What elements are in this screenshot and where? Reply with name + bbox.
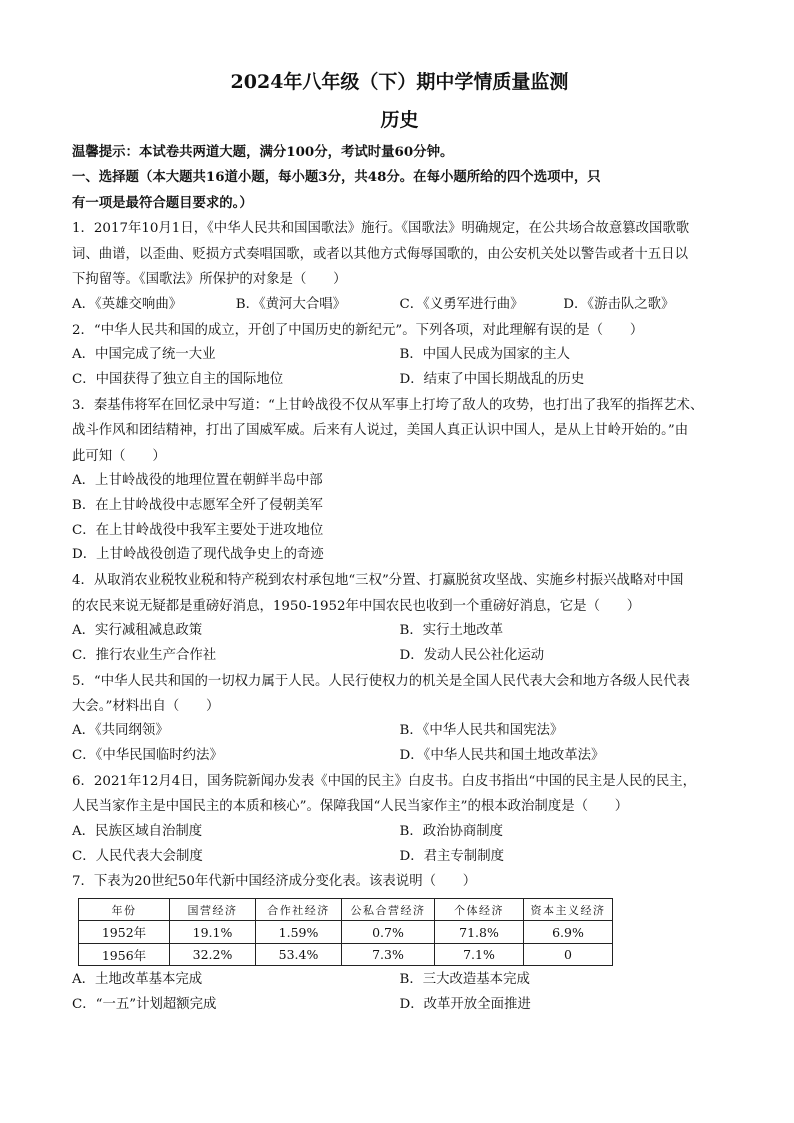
option-c[interactable]: C．人民代表大会制度 (72, 848, 203, 864)
table-cell: 0 (524, 943, 613, 966)
option-a[interactable]: A．《英雄交响曲》 (72, 297, 183, 313)
table-header-cell: 公私合营经济 (342, 898, 435, 921)
table-cell: 53.4% (256, 943, 342, 966)
table-cell: 0.7% (342, 921, 435, 944)
subject-title: 历史 (380, 109, 419, 131)
question-stem-line: 1．2017年10月1日，《中华人民共和国国歌法》施行。《国歌法》明确规定，在公共场合故意篡改国歌歌 (72, 221, 690, 237)
options-row (72, 820, 727, 845)
option-d[interactable]: D．发动人民公社化运动 (399, 647, 545, 663)
exam-title: 2024年八年级（下）期中学情质量监测 (230, 71, 569, 93)
table-header-cell: 年份 (79, 898, 170, 921)
section-heading-line: 一、选择题（本大题共16道小题，每小题3分，共48分。在每小题所给的四个选项中，只 (72, 169, 601, 186)
notice: 温馨提示：本试卷共两道大题，满分100分，考试时量60分钟。 (72, 144, 454, 160)
table-cell: 7.3% (342, 943, 435, 966)
question-stem-line: 2．“中华人民共和国的成立，开创了中国历史的新纪元”。下列各项，对此理解有误的是（ ） (72, 322, 644, 338)
option-c[interactable]: C．“一五”计划超额完成 (72, 997, 217, 1013)
question-stem-line: 战斗作风和团结精神，打出了国威军威。后来有人说过，美国人真正认识中国人，是从上甘岭开始的。”由 (72, 423, 689, 439)
option-a[interactable]: A．实行减租减息政策 (72, 623, 203, 639)
table-row (79, 943, 613, 966)
option-b[interactable]: B．实行土地改革 (399, 623, 504, 639)
options-row (72, 292, 727, 317)
option-d[interactable]: D．《游击队之歌》 (563, 297, 675, 313)
options-row (72, 845, 727, 870)
table-header-cell: 个体经济 (435, 898, 524, 921)
table-cell: 19.1% (170, 921, 256, 944)
question-6 (72, 769, 727, 869)
option-c[interactable]: C．推行农业生产合作社 (72, 647, 217, 663)
table-header-cell: 合作社经济 (256, 898, 342, 921)
option-c[interactable]: C．《义勇军进行曲》 (399, 297, 524, 313)
question-stem-line: 大会。”材料出自（ ） (72, 699, 220, 715)
question-1 (72, 216, 727, 318)
question-stem-line: 5．“中华人民共和国的一切权力属于人民。人民行使权力的机关是全国人民代表大会和地方各级人民代表 (72, 673, 690, 689)
table-header-cell: 资本主义经济 (524, 898, 613, 921)
option-d[interactable]: D．改革开放全面推进 (399, 997, 531, 1013)
option-d[interactable]: D．君主专制制度 (399, 848, 504, 864)
option-c[interactable]: C．中国获得了独立自主的国际地位 (72, 372, 284, 388)
exam-page (72, 68, 727, 1018)
option-b[interactable]: B．三大改造基本完成 (399, 972, 530, 988)
options-row (72, 744, 727, 769)
question-7 (72, 869, 727, 1018)
question-stem-line: 7．下表为20世纪50年代新中国经济成分变化表。该表说明（ ） (72, 874, 477, 890)
question-3 (72, 393, 727, 568)
question-stem-line: 下拘留等。《国歌法》所保护的对象是（ ） (72, 272, 347, 288)
question-stem-line: 此可知（ ） (72, 448, 166, 464)
option-d[interactable]: D．上甘岭战役创造了现代战争史上的奇迹 (72, 547, 324, 563)
question-stem-line: 的农民来说无疑都是重磅好消息，1950-1952年中国农民也收到一个重磅好消息，它是（ ） (72, 598, 641, 614)
section-heading-line: 有一项是最符合题目要求的。） (72, 194, 253, 211)
table-cell: 6.9% (524, 921, 613, 944)
option-b[interactable]: B．《黄河大合唱》 (235, 297, 347, 313)
economy-table (78, 898, 613, 967)
table-cell: 1956年 (79, 943, 170, 966)
options-row (72, 619, 727, 644)
options-row (72, 993, 727, 1018)
question-4 (72, 568, 727, 668)
table-header-cell: 国营经济 (170, 898, 256, 921)
option-a[interactable]: A．《共同纲领》 (72, 723, 169, 739)
option-d[interactable]: D．《中华人民共和国土地改革法》 (399, 748, 605, 764)
question-stem-line: 人民当家作主是中国民主的本质和核心”。保障我国“人民当家作主”的根本政治制度是（ ） (72, 799, 629, 815)
options-row (72, 719, 727, 744)
options-row (72, 968, 727, 993)
question-stem-line: 3．秦基伟将军在回忆录中写道：“上甘岭战役不仅从军事上打垮了敌人的攻势，也打出了我军的指挥艺术、 (72, 397, 704, 413)
option-b[interactable]: B．中国人民成为国家的主人 (399, 347, 571, 363)
question-stem-line: 4．从取消农业税牧业税和特产税到农村承包地“三权”分置、打赢脱贫攻坚战、实施乡村振兴战略对中国 (72, 573, 684, 589)
options-row (72, 343, 727, 368)
table-cell: 1.59% (256, 921, 342, 944)
options-row (72, 644, 727, 669)
option-a[interactable]: A．民族区域自治制度 (72, 823, 203, 839)
table-cell: 7.1% (435, 943, 524, 966)
options-row (72, 368, 727, 393)
option-a[interactable]: A．中国完成了统一大业 (72, 347, 216, 363)
option-a[interactable]: A．土地改革基本完成 (72, 972, 203, 988)
table-cell: 32.2% (170, 943, 256, 966)
question-stem-line: 词、曲谱，以歪曲、贬损方式奏唱国歌，或者以其他方式侮辱国歌的，由公安机关处以警告或者十五日以 (72, 246, 688, 262)
question-5 (72, 669, 727, 769)
table-cell: 1952年 (79, 921, 170, 944)
table-row (79, 921, 613, 944)
question-2 (72, 318, 727, 393)
option-b[interactable]: B．在上甘岭战役中志愿军全歼了侵朝美军 (72, 497, 323, 513)
option-c[interactable]: C．在上甘岭战役中我军主要处于进攻地位 (72, 522, 324, 538)
option-d[interactable]: D．结束了中国长期战乱的历史 (399, 372, 585, 388)
question-stem-line: 6．2021年12月4日，国务院新闻办发表《中国的民主》白皮书。白皮书指出“中国的民主是人民的民主， (72, 774, 697, 790)
option-c[interactable]: C．《中华民国临时约法》 (72, 748, 223, 764)
table-cell: 71.8% (435, 921, 524, 944)
option-b[interactable]: B．《中华人民共和国宪法》 (399, 723, 564, 739)
table-header-row (79, 898, 613, 921)
option-b[interactable]: B．政治协商制度 (399, 823, 504, 839)
option-a[interactable]: A．上甘岭战役的地理位置在朝鲜半岛中部 (72, 473, 323, 489)
